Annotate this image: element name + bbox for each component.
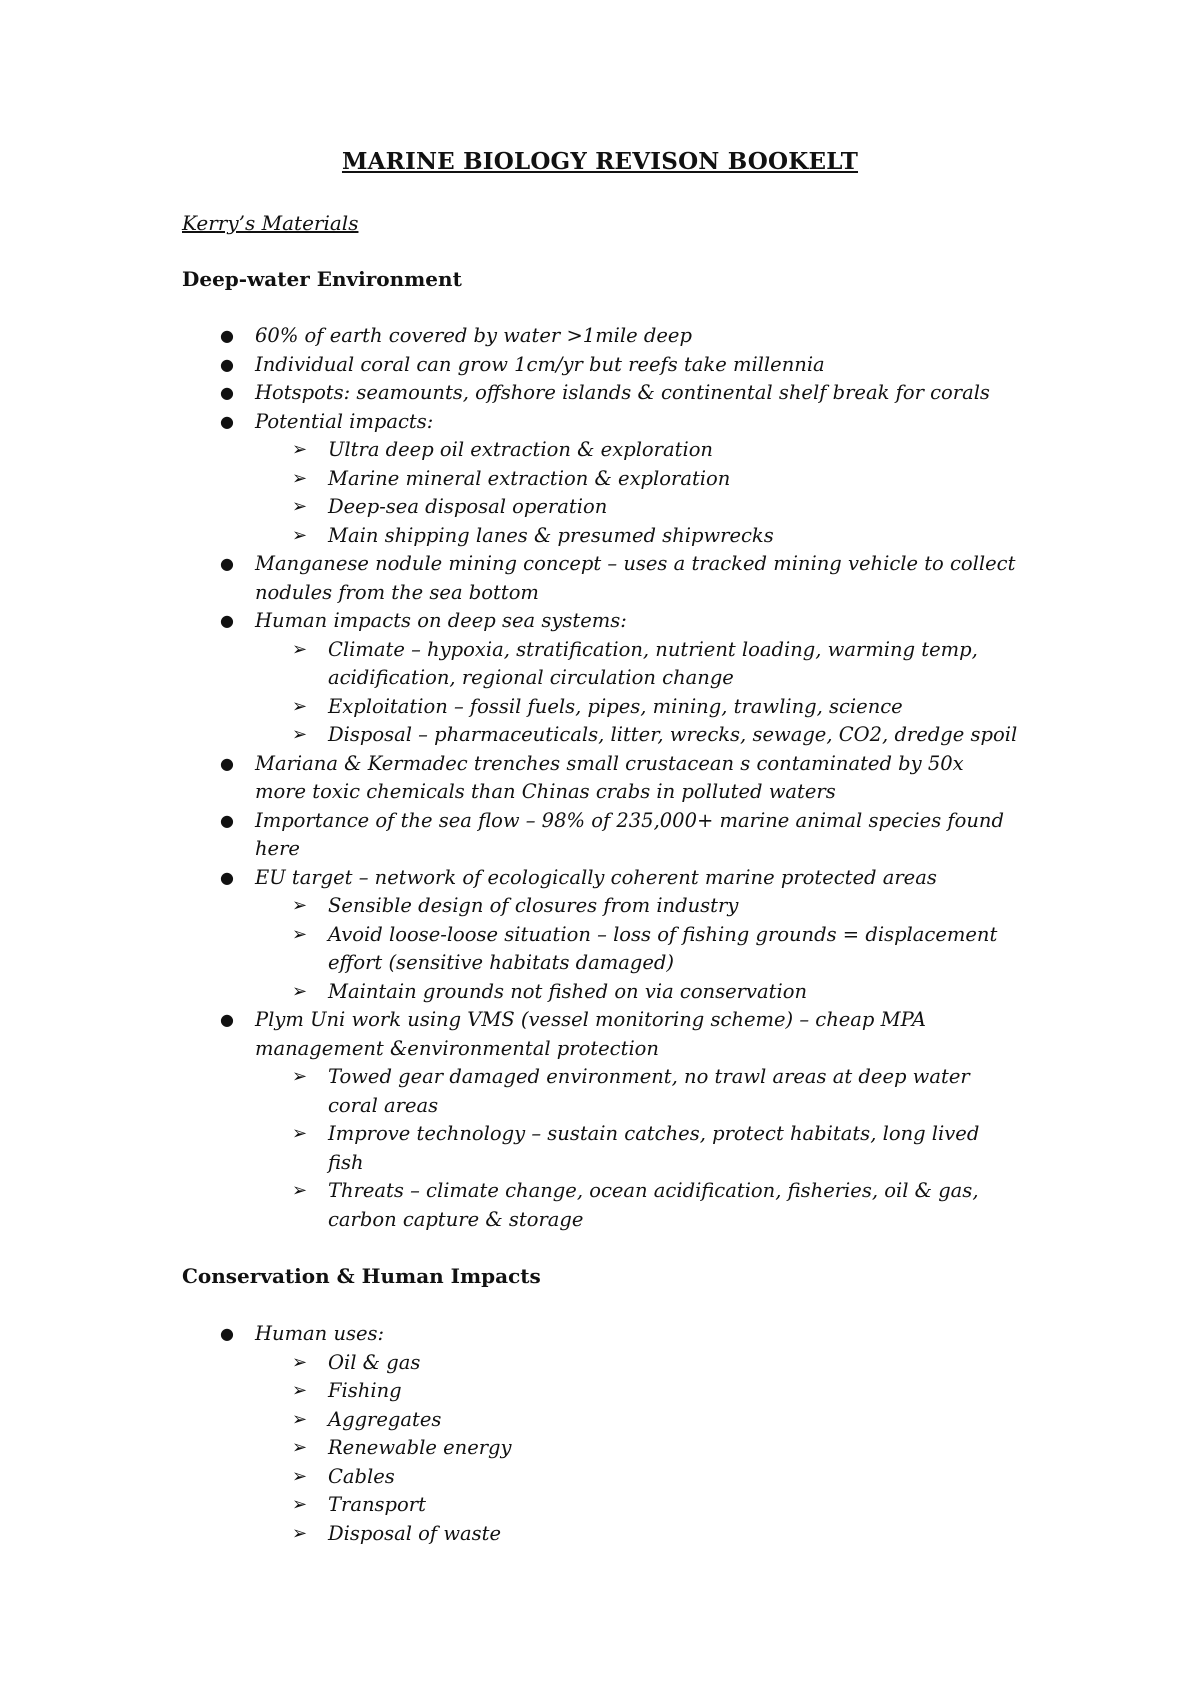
arrow-bullet-icon: ➢ <box>292 1380 308 1401</box>
bullet-icon: ● <box>220 810 234 830</box>
list-item-continuation: nodules from the sea bottom <box>255 580 539 604</box>
list-item: ● Manganese nodule mining concept – uses a tracked mining vehicle to collect <box>182 550 1082 579</box>
sub-list-item-continuation: acidification, regional circulation change <box>328 666 734 689</box>
sub-list-item: ➢ Aggregates <box>182 1406 1082 1435</box>
sub-list-item: ➢ Improve technology – sustain catches, protect habitats, long lived <box>182 1120 1082 1149</box>
sub-list-item: ➢ Threats – climate change, ocean acidification, fisheries, oil & gas, <box>182 1177 1082 1206</box>
arrow-bullet-icon: ➢ <box>292 1465 308 1487</box>
list-item-continuation: here <box>255 837 300 860</box>
deep-water-list <box>182 322 1082 1234</box>
list-item: ● Plym Uni work using VMS (vessel monitoring scheme) – cheap MPA <box>182 1006 1082 1035</box>
sub-list-item: ➢ Maintain grounds not fished on via conservation <box>182 978 1082 1007</box>
sub-list-item-continuation: effort (sensitive habitats damaged) <box>328 951 674 974</box>
sub-list-item: ➢ Sensible design of closures from industry <box>182 892 1082 921</box>
arrow-bullet-icon: ➢ <box>292 524 308 546</box>
bullet-icon: ● <box>220 611 234 630</box>
sub-list-item: ➢ Deep-sea disposal operation <box>182 493 1082 522</box>
list-item: ● Human uses: <box>182 1320 1082 1349</box>
bullet-icon: ● <box>220 753 234 773</box>
list-item: ● 60% of earth covered by water >1mile deep <box>182 322 1082 351</box>
arrow-bullet-icon: ➢ <box>292 1522 308 1544</box>
list-item-continuation: management &environmental protection <box>255 1036 659 1060</box>
arrow-bullet-icon: ➢ <box>292 1437 308 1458</box>
sub-list-item: ➢ Disposal – pharmaceuticals, litter, wrecks, sewage, CO2, dredge spoil <box>182 721 1082 750</box>
sub-list-item: ➢ Main shipping lanes & presumed shipwrecks <box>182 522 1082 551</box>
sub-list-item: ➢ Disposal of waste <box>182 1520 1082 1549</box>
document-subtitle: Kerry’s Materials <box>182 211 359 235</box>
arrow-bullet-icon: ➢ <box>292 1123 308 1144</box>
sub-list-item: ➢ Climate – hypoxia, stratification, nutrient loading, warming temp, <box>182 636 1082 665</box>
bullet-icon: ● <box>220 411 234 431</box>
list-item: ● EU target – network of ecologically coherent marine protected areas <box>182 864 1082 893</box>
arrow-bullet-icon: ➢ <box>292 895 308 916</box>
sub-list-item: ➢ Marine mineral extraction & exploration <box>182 465 1082 494</box>
sub-list-item: ➢ Cables <box>182 1463 1082 1492</box>
arrow-bullet-icon: ➢ <box>292 1408 308 1430</box>
bullet-icon: ● <box>220 554 234 573</box>
bullet-icon: ● <box>220 1010 234 1029</box>
bullet-icon: ● <box>220 1324 234 1343</box>
sub-list-item: ➢ Towed gear damaged environment, no trawl areas at deep water <box>182 1063 1082 1092</box>
arrow-bullet-icon: ➢ <box>292 638 308 660</box>
list-item: ● Individual coral can grow 1cm/yr but reefs take millennia <box>182 351 1082 380</box>
section-heading-deep-water: Deep-water Environment <box>182 267 462 291</box>
list-item-continuation: more toxic chemicals than Chinas crabs in polluted waters <box>255 780 836 803</box>
list-item: ● Potential impacts: <box>182 408 1082 437</box>
sub-list-item: ➢ Oil & gas <box>182 1349 1082 1378</box>
list-item: ● Human impacts on deep sea systems: <box>182 607 1082 636</box>
list-item: ● Mariana & Kermadec trenches small crustacean s contaminated by 50x <box>182 750 1082 779</box>
list-item: ● Importance of the sea flow – 98% of 235,000+ marine animal species found <box>182 807 1082 836</box>
sub-list-item-continuation: carbon capture & storage <box>328 1207 584 1231</box>
sub-list-item: ➢ Exploitation – fossil fuels, pipes, mining, trawling, science <box>182 693 1082 722</box>
sub-list-item: ➢ Fishing <box>182 1377 1082 1406</box>
document-title: MARINE BIOLOGY REVISON BOOKELT <box>341 148 859 175</box>
bullet-icon: ● <box>220 383 234 402</box>
sub-list-item-continuation: coral areas <box>328 1093 439 1117</box>
list-item: ● Hotspots: seamounts, offshore islands & continental shelf break for corals <box>182 379 1082 408</box>
arrow-bullet-icon: ➢ <box>292 1180 308 1201</box>
arrow-bullet-icon: ➢ <box>292 496 308 517</box>
bullet-icon: ● <box>220 867 234 887</box>
bullet-icon: ● <box>220 354 234 374</box>
sub-list-item-continuation: fish <box>328 1150 364 1174</box>
sub-list-item: ➢ Avoid loose-loose situation – loss of fishing grounds = displacement <box>182 921 1082 950</box>
sub-list-item: ➢ Renewable energy <box>182 1434 1082 1463</box>
arrow-bullet-icon: ➢ <box>292 980 308 1002</box>
section-heading-conservation: Conservation & Human Impacts <box>182 1264 541 1288</box>
bullet-icon: ● <box>220 326 234 345</box>
arrow-bullet-icon: ➢ <box>292 439 308 460</box>
arrow-bullet-icon: ➢ <box>292 1351 308 1373</box>
sub-list-item: ➢ Ultra deep oil extraction & exploration <box>182 436 1082 465</box>
arrow-bullet-icon: ➢ <box>292 1494 308 1515</box>
arrow-bullet-icon: ➢ <box>292 467 308 489</box>
arrow-bullet-icon: ➢ <box>292 923 308 945</box>
conservation-list <box>182 1320 1082 1548</box>
arrow-bullet-icon: ➢ <box>292 1066 308 1087</box>
arrow-bullet-icon: ➢ <box>292 724 308 745</box>
arrow-bullet-icon: ➢ <box>292 695 308 717</box>
sub-list-item: ➢ Transport <box>182 1491 1082 1520</box>
